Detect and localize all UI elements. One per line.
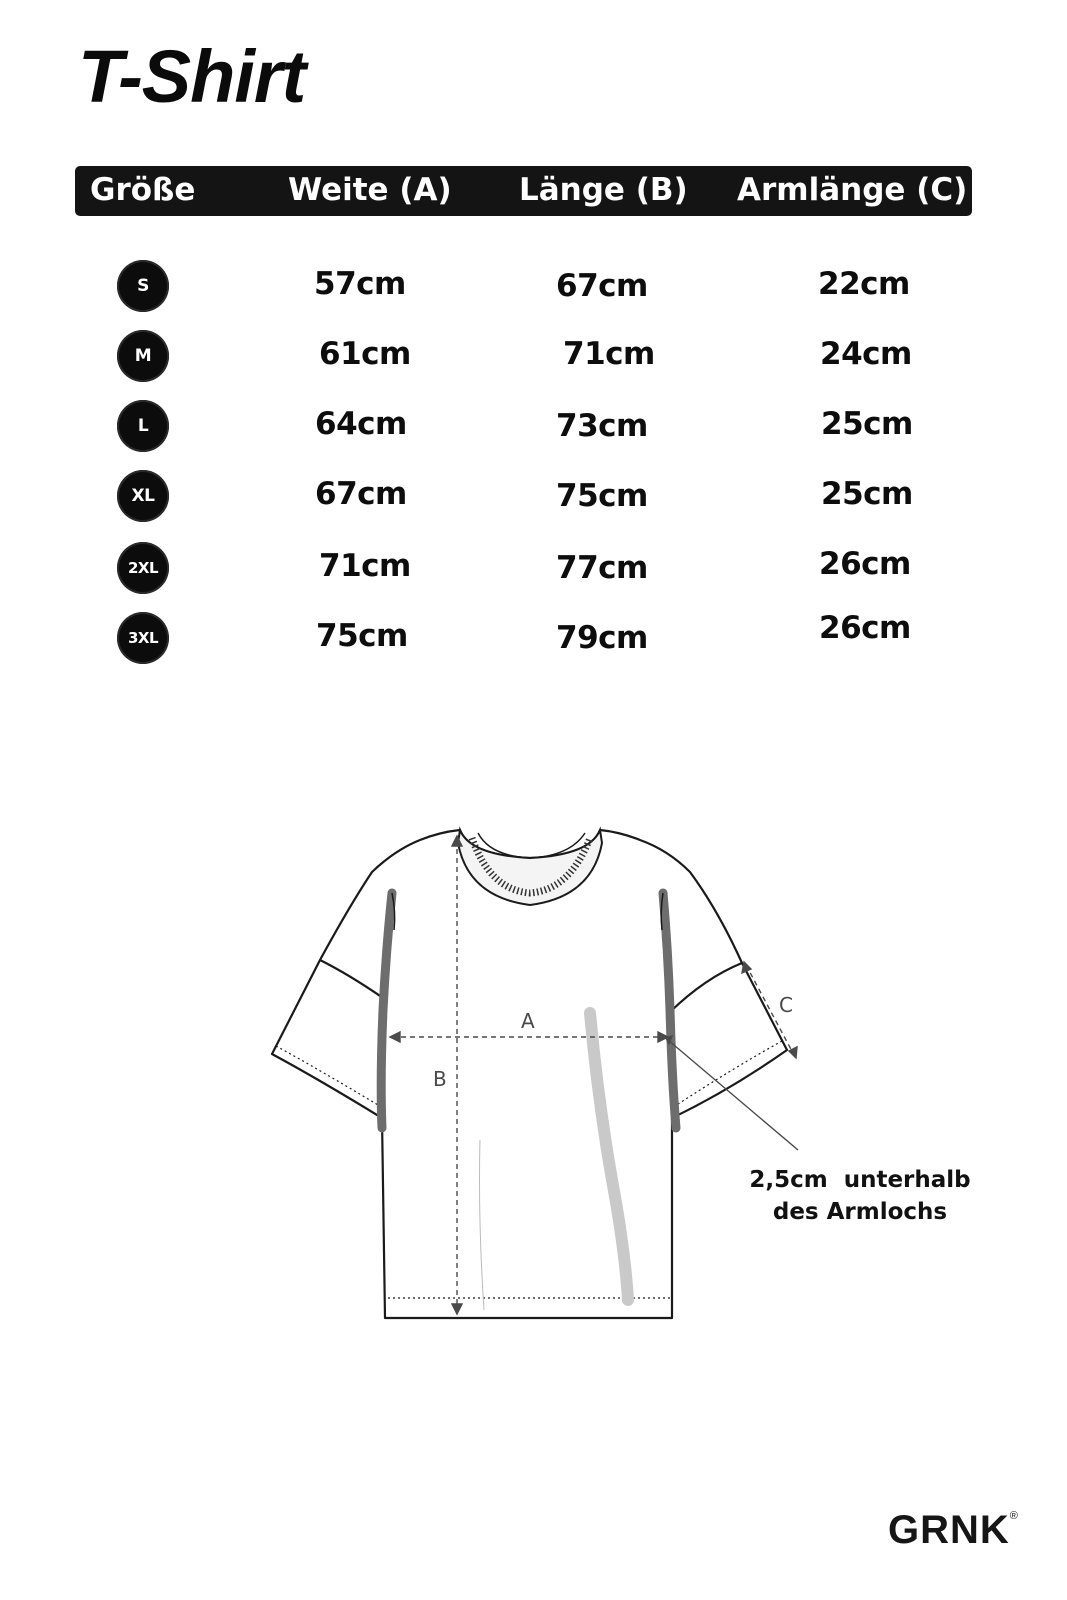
table-row bbox=[0, 540, 1067, 596]
size-badge: 2XL bbox=[117, 542, 169, 594]
table-row bbox=[0, 468, 1067, 524]
armlaenge-value: 25cm bbox=[821, 406, 913, 442]
table-header bbox=[75, 166, 972, 216]
logo-text: GRNK bbox=[888, 1508, 1010, 1552]
size-badge: L bbox=[117, 400, 169, 452]
size-badge: S bbox=[117, 260, 169, 312]
weite-value: 57cm bbox=[314, 266, 406, 302]
weite-value: 71cm bbox=[319, 548, 411, 584]
laenge-value: 73cm bbox=[556, 408, 648, 444]
label-b: B bbox=[433, 1067, 447, 1091]
measurement-note bbox=[740, 1164, 980, 1228]
armlaenge-value: 26cm bbox=[819, 546, 911, 582]
size-badge: XL bbox=[117, 470, 169, 522]
laenge-value: 79cm bbox=[556, 620, 648, 656]
table-row bbox=[0, 610, 1067, 666]
armlaenge-value: 25cm bbox=[821, 476, 913, 512]
laenge-value: 75cm bbox=[556, 478, 648, 514]
note-line-1: 2,5cm unterhalb bbox=[749, 1167, 971, 1193]
laenge-value: 67cm bbox=[556, 268, 648, 304]
size-badge: M bbox=[117, 330, 169, 382]
header-weite: Weite (A) bbox=[288, 172, 452, 208]
size-badge: 3XL bbox=[117, 612, 169, 664]
page-title: T-Shirt bbox=[78, 35, 306, 118]
laenge-value: 77cm bbox=[556, 550, 648, 586]
registered-mark: ® bbox=[1009, 1509, 1019, 1522]
armlaenge-value: 24cm bbox=[820, 336, 912, 372]
armlaenge-value: 22cm bbox=[818, 266, 910, 302]
label-c: C bbox=[779, 993, 793, 1017]
note-line-2: des Armlochs bbox=[772, 1199, 948, 1225]
weite-value: 75cm bbox=[316, 618, 408, 654]
table-row bbox=[0, 258, 1067, 314]
brand-logo bbox=[888, 1508, 1019, 1553]
table-row bbox=[0, 328, 1067, 384]
header-groesse: Größe bbox=[90, 172, 196, 208]
header-armlaenge: Armlänge (C) bbox=[737, 172, 968, 208]
weite-value: 64cm bbox=[315, 406, 407, 442]
header-laenge: Länge (B) bbox=[519, 172, 688, 208]
weite-value: 61cm bbox=[319, 336, 411, 372]
tshirt-diagram bbox=[260, 815, 820, 1335]
weite-value: 67cm bbox=[315, 476, 407, 512]
armlaenge-value: 26cm bbox=[819, 610, 911, 646]
label-a: A bbox=[521, 1009, 535, 1033]
table-row bbox=[0, 398, 1067, 454]
laenge-value: 71cm bbox=[563, 336, 655, 372]
